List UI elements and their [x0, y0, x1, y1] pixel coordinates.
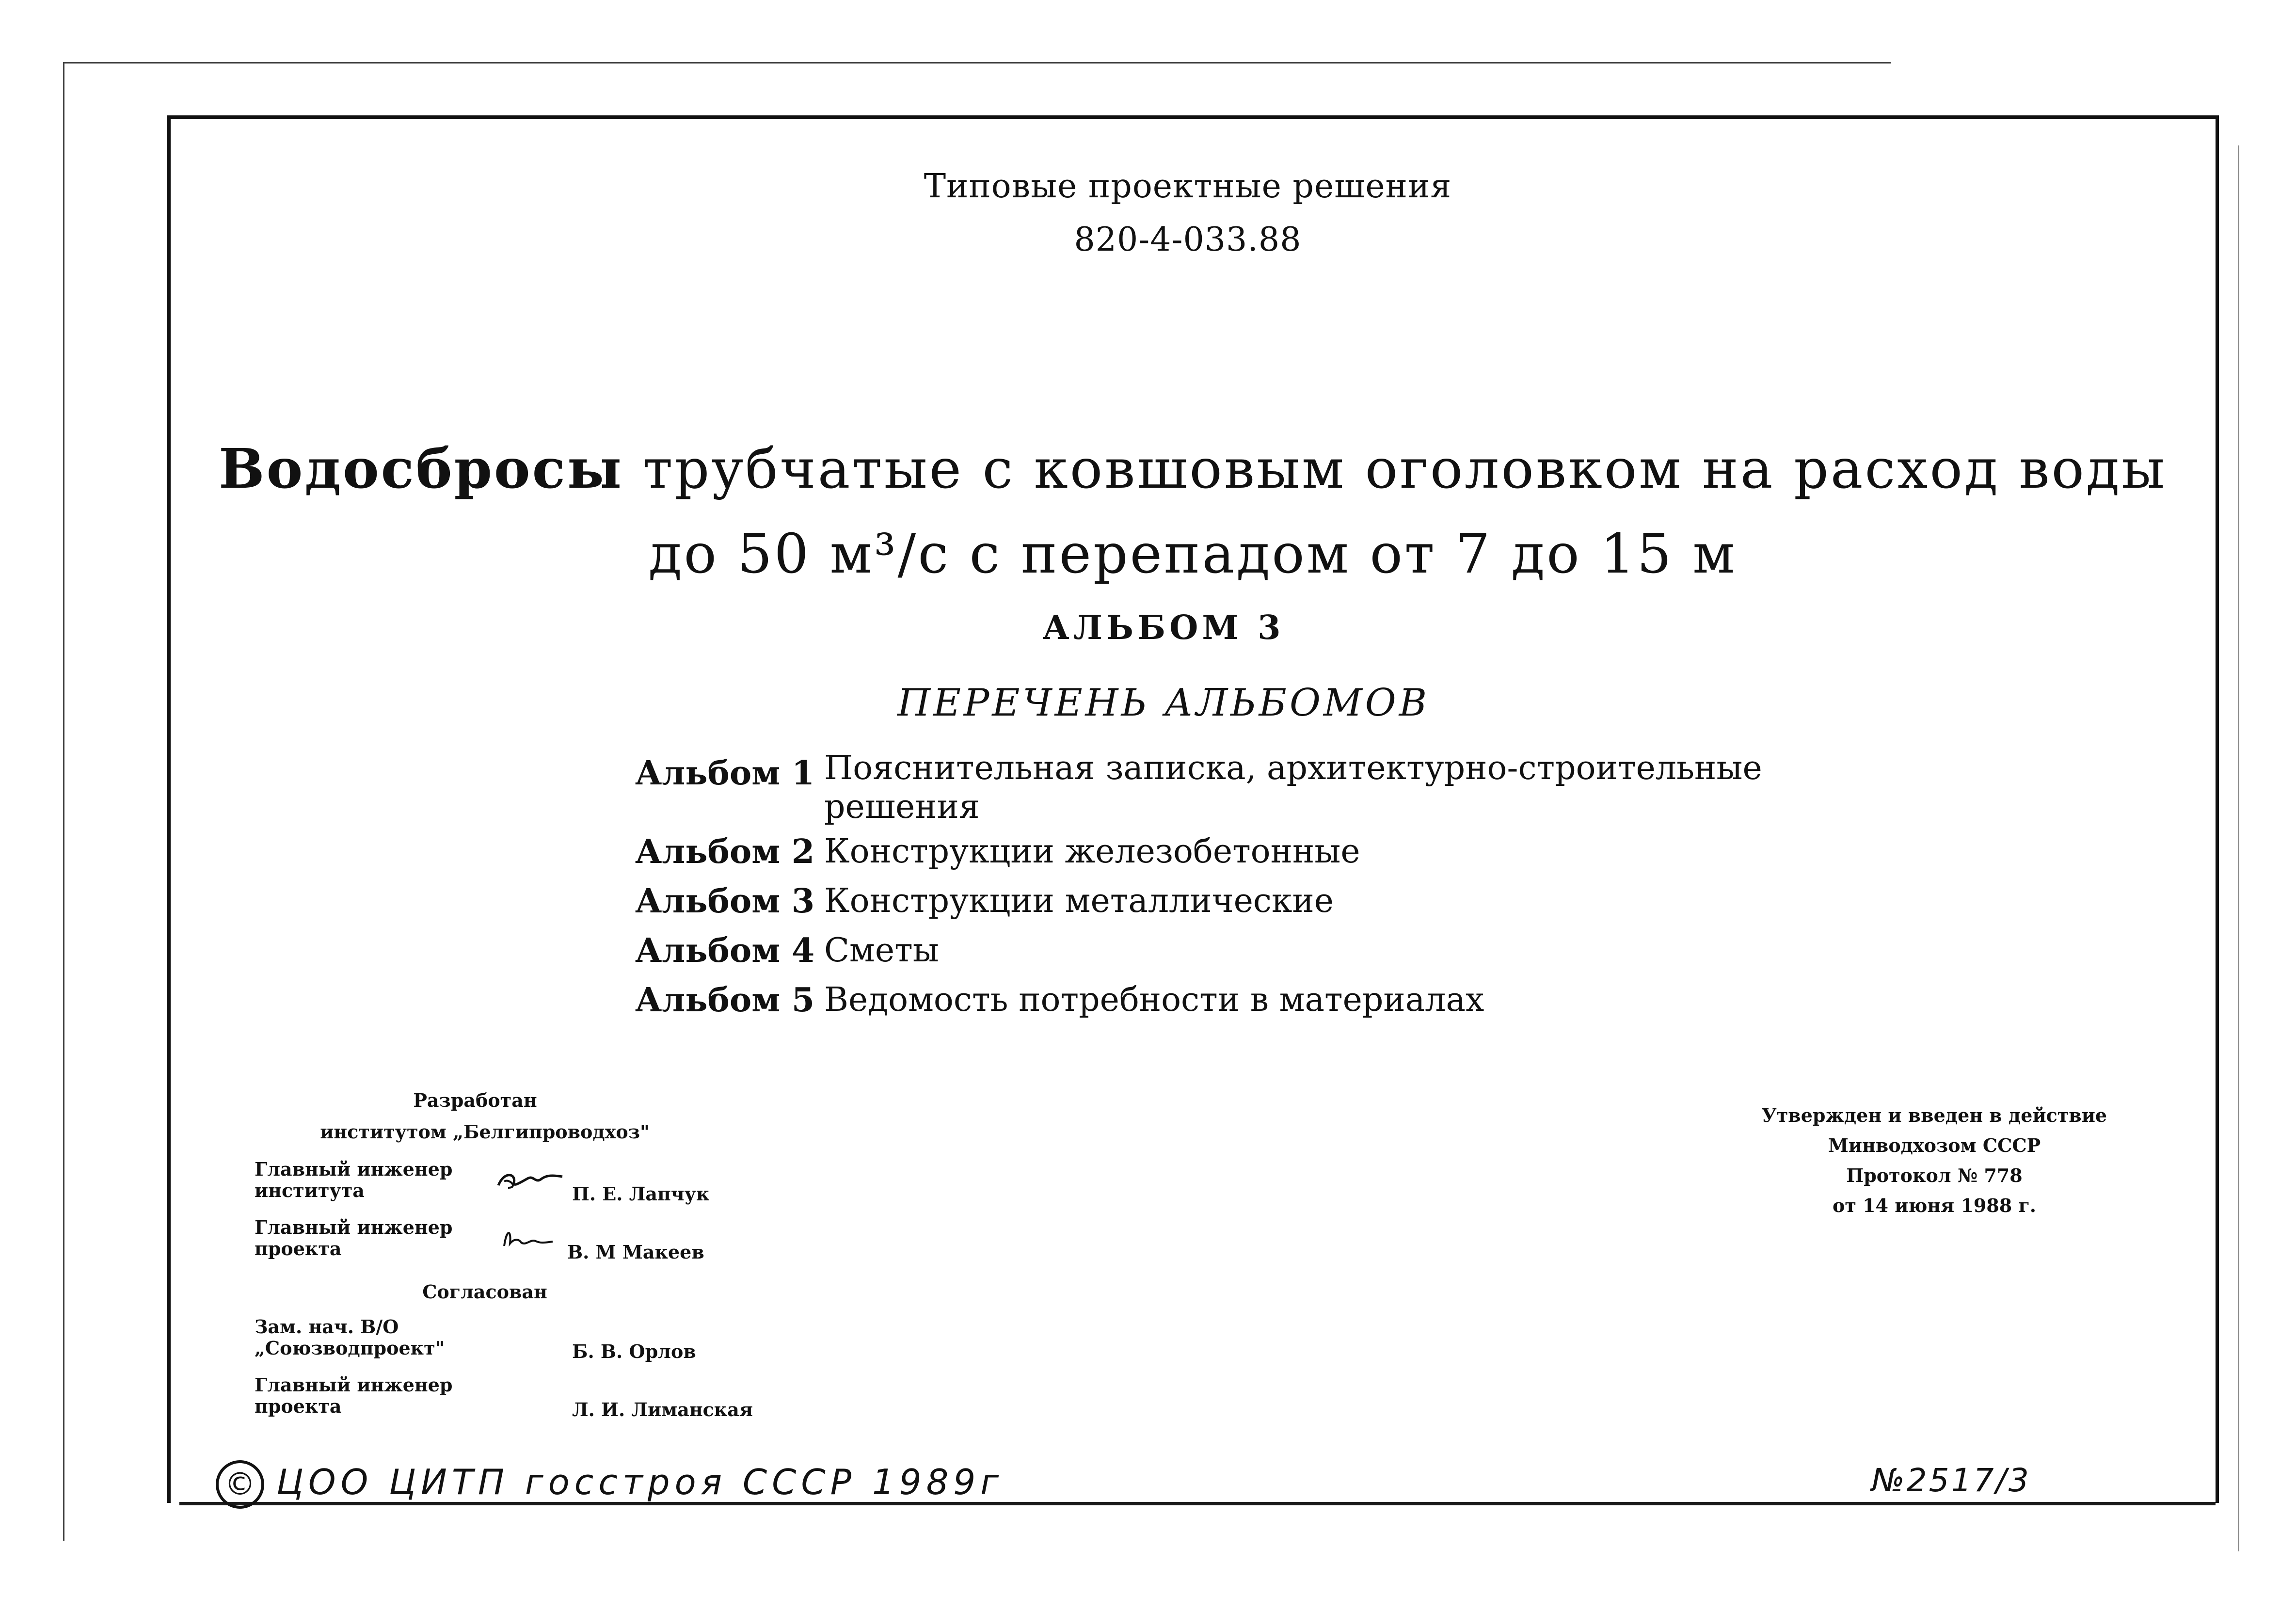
signature-lapchuk — [494, 1166, 567, 1195]
outer-top-line — [63, 62, 1891, 64]
chief-engineer-2-name: Л. И. Лиманская — [572, 1399, 753, 1420]
approval-line-2: Минводхозом СССР — [1828, 1134, 2041, 1156]
list-item — [635, 749, 1799, 827]
chief-engineer-project-name: В. М Макеев — [567, 1241, 704, 1263]
album-description: Ведомость потребности в материалах — [824, 981, 1484, 1019]
title-line-1-rest: трубчатые с ковшовым оголовком на расход воды — [642, 438, 2167, 501]
album-number: Альбом 3 — [635, 882, 815, 921]
developer-institute: институтом „Белгипроводхоз" — [320, 1121, 650, 1143]
developed-label: Разработан — [413, 1089, 537, 1111]
signature-makeev — [499, 1224, 558, 1253]
album-description: Пояснительная записка, архитектурно-строительные решения — [824, 749, 1762, 826]
title-bold-word: Водосбросы — [218, 437, 624, 501]
approval-line-3: Протокол № 778 — [1846, 1164, 2023, 1186]
chief-engineer-2-role: Главный инженер проекта — [255, 1374, 453, 1417]
title-line-2: до 50 м³/с с перепадом от 7 до 15 м — [648, 523, 1737, 586]
document-header — [921, 160, 1454, 267]
copyright-circle — [216, 1460, 264, 1509]
list-item — [635, 877, 1799, 925]
outer-left-line — [63, 62, 64, 1541]
list-item — [635, 926, 1799, 975]
title-line-1 — [218, 427, 2167, 512]
album-number: Альбом 2 — [635, 832, 815, 871]
list-item — [635, 976, 1799, 1024]
frame-bottom-line — [179, 1502, 2216, 1505]
deputy-head-name: Б. В. Орлов — [572, 1340, 696, 1362]
approval-line-4: от 14 июня 1988 г. — [1832, 1195, 2036, 1216]
list-item — [635, 828, 1799, 876]
album-description: Конструкции железобетонные — [824, 832, 1360, 871]
album-label: АЛЬБОМ 3 — [1042, 608, 1285, 647]
album-list — [635, 749, 1799, 1025]
approval-line-1: Утвержден и введен в действие — [1761, 1104, 2107, 1126]
outer-right-line — [2238, 145, 2239, 1551]
deputy-head-role: Зам. нач. В/О „Союзводпроект" — [255, 1316, 445, 1359]
series-title: Типовые проектные решения — [924, 167, 1452, 206]
document-number: №2517/3 — [1871, 1462, 2031, 1499]
approval-block — [1726, 1101, 2143, 1221]
album-number: Альбом 4 — [635, 931, 815, 970]
chief-engineer-institute-name: П. Е. Лапчук — [572, 1183, 710, 1205]
agreed-label: Согласован — [422, 1281, 547, 1303]
chief-engineer-project-role: Главный инженер проекта — [255, 1216, 453, 1260]
album-list-title: ПЕРЕЧЕНЬ АЛЬБОМОВ — [897, 681, 1430, 725]
main-title — [218, 427, 2167, 597]
chief-engineer-institute-role: Главный инженер института — [255, 1158, 453, 1201]
album-description: Сметы — [824, 931, 939, 970]
project-code: 820-4-033.88 — [1074, 221, 1302, 259]
footer-stamp-text: ЦОО ЦИТП госстроя СССР 1989г — [276, 1462, 1004, 1502]
album-number: Альбом 5 — [635, 981, 815, 1020]
copyright-symbol: © — [224, 1467, 255, 1502]
album-number: Альбом 1 — [635, 754, 815, 793]
album-description: Конструкции металлические — [824, 882, 1334, 920]
